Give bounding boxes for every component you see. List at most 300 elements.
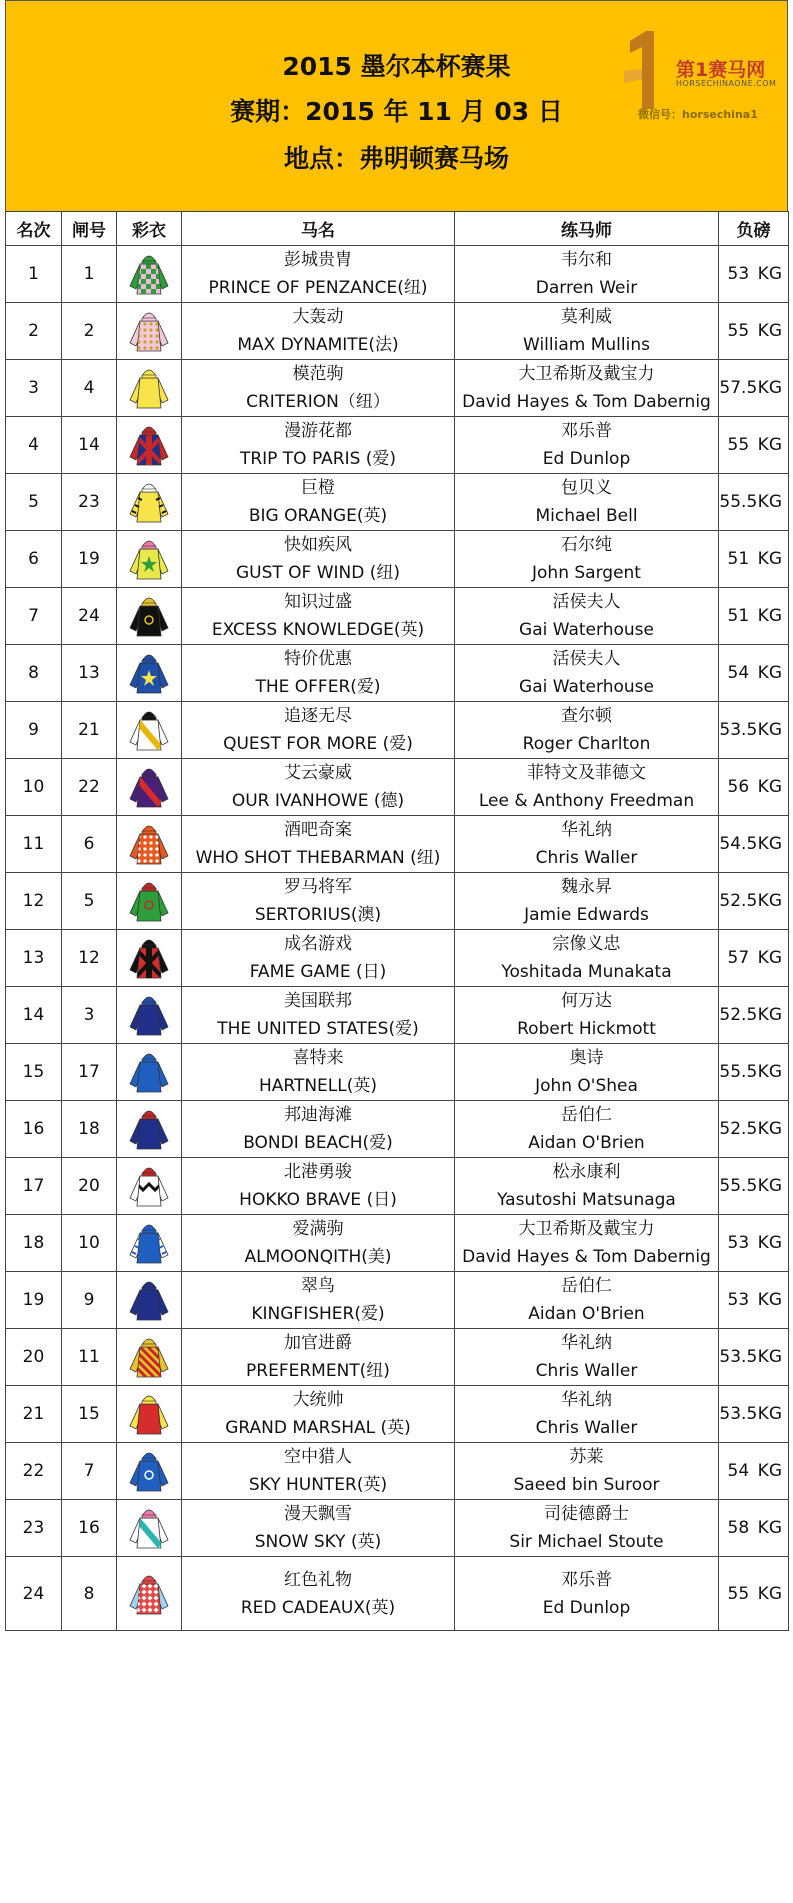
- jockey-silks-icon: [126, 307, 172, 355]
- weight-cell: [719, 1500, 789, 1557]
- barrier-cell: 19: [62, 531, 117, 588]
- weight-unit: KG: [757, 834, 782, 854]
- logo-wechat: 微信号：horsechina1: [638, 108, 758, 121]
- weight-cell: [719, 1272, 789, 1329]
- trainer-cell: [455, 987, 719, 1044]
- weight-cell: [719, 1443, 789, 1500]
- weight-value: 54.5: [719, 834, 758, 854]
- trainer-name-cn: 魏永昇: [561, 877, 612, 897]
- trainer-cell: [455, 1329, 719, 1386]
- trainer-cell: [455, 759, 719, 816]
- jockey-silks-icon: [126, 706, 172, 754]
- horse-name-cn: 漫游花都: [284, 421, 352, 441]
- horse-name-cell: [182, 1101, 455, 1158]
- col-horse: 马名: [182, 212, 455, 246]
- table-row: [6, 645, 789, 702]
- results-sheet: [5, 0, 788, 1899]
- weight-value: 53: [727, 1233, 750, 1253]
- silks-cell: [117, 1101, 182, 1158]
- trainer-name-en: David Hayes & Tom Dabernig: [462, 392, 711, 412]
- silks-cell: [117, 303, 182, 360]
- table-row: [6, 759, 789, 816]
- weight-unit: KG: [757, 435, 782, 455]
- trainer-name-cn: 奥诗: [569, 1048, 604, 1068]
- silks-cell: [117, 759, 182, 816]
- weight-cell: [719, 1044, 789, 1101]
- place-cell: 23: [6, 1500, 62, 1557]
- barrier-cell: 7: [62, 1443, 117, 1500]
- weight-cell: [719, 303, 789, 360]
- table-row: [6, 360, 789, 417]
- weight-cell: [719, 588, 789, 645]
- weight-unit: KG: [757, 606, 782, 626]
- place-cell: 14: [6, 987, 62, 1044]
- table-row: [6, 417, 789, 474]
- table-row: [6, 873, 789, 930]
- weight-unit: KG: [757, 777, 782, 797]
- horse-name-cn: 红色礼物: [284, 1569, 352, 1590]
- horse-name-cn: 邦迪海滩: [284, 1105, 352, 1125]
- col-silks: 彩衣: [117, 212, 182, 246]
- trainer-name-cn: 岳伯仁: [561, 1276, 612, 1296]
- place-cell: 12: [6, 873, 62, 930]
- place-cell: 6: [6, 531, 62, 588]
- weight-value: 56: [727, 777, 750, 797]
- barrier-cell: 12: [62, 930, 117, 987]
- weight-value: 53.5: [719, 1347, 758, 1367]
- trainer-name-en: Darren Weir: [535, 278, 638, 298]
- trainer-name-en: Gai Waterhouse: [519, 620, 654, 640]
- horse-name-cn: 爱满驹: [292, 1219, 344, 1239]
- barrier-cell: 15: [62, 1386, 117, 1443]
- trainer-name-en: Robert Hickmott: [517, 1019, 656, 1039]
- weight-value: 55.5: [719, 1176, 758, 1196]
- weight-unit: KG: [757, 378, 782, 398]
- weight-unit: KG: [757, 1461, 782, 1481]
- silks-cell: [117, 816, 182, 873]
- weight-unit: KG: [757, 1233, 782, 1253]
- trainer-cell: [455, 417, 719, 474]
- horse-name-cn: 彭城贵胄: [284, 250, 352, 270]
- trainer-cell: [455, 816, 719, 873]
- weight-unit: KG: [757, 549, 782, 569]
- horse-name-en: QUEST FOR MORE (爱): [223, 734, 413, 754]
- trainer-cell: [455, 360, 719, 417]
- barrier-cell: 11: [62, 1329, 117, 1386]
- page-title: 2015 墨尔本杯赛果: [282, 52, 511, 81]
- weight-cell: [719, 702, 789, 759]
- jockey-silks-icon: [126, 820, 172, 868]
- trainer-name-cn: 宗像义忠: [552, 934, 621, 954]
- table-row: [6, 987, 789, 1044]
- horse-name-cn: 艾云豪威: [284, 763, 352, 783]
- table-row: [6, 1557, 789, 1631]
- trainer-name-en: Chris Waller: [535, 1361, 638, 1381]
- place-cell: 22: [6, 1443, 62, 1500]
- weight-cell: [719, 1158, 789, 1215]
- barrier-cell: 10: [62, 1215, 117, 1272]
- trainer-name-en: Aidan O'Brien: [528, 1133, 645, 1153]
- trainer-name-cn: 邓乐普: [561, 1569, 612, 1590]
- horse-name-cn: 酒吧奇案: [284, 820, 352, 840]
- horse-name-cell: [182, 360, 455, 417]
- horse-name-en: PRINCE OF PENZANCE(纽): [208, 278, 428, 298]
- jockey-silks-icon: [126, 763, 172, 811]
- horse-name-en: EXCESS KNOWLEDGE(英): [211, 620, 425, 640]
- weight-cell: [719, 816, 789, 873]
- horse-name-en: OUR IVANHOWE (德): [231, 791, 405, 811]
- trainer-name-cn: 华礼纳: [561, 820, 612, 840]
- col-trainer: 练马师: [455, 212, 719, 246]
- trainer-name-cn: 岳伯仁: [561, 1105, 612, 1125]
- barrier-cell: 4: [62, 360, 117, 417]
- barrier-cell: 20: [62, 1158, 117, 1215]
- horse-name-cell: [182, 1215, 455, 1272]
- silks-cell: [117, 873, 182, 930]
- trainer-name-en: John O'Shea: [535, 1076, 638, 1096]
- logo-mark-icon: [624, 31, 662, 109]
- weight-cell: [719, 873, 789, 930]
- weight-value: 54: [727, 663, 750, 683]
- trainer-name-cn: 菲特文及菲德文: [527, 763, 646, 783]
- weight-unit: KG: [757, 891, 782, 911]
- horse-name-en: THE UNITED STATES(爱): [217, 1019, 419, 1039]
- place-cell: 8: [6, 645, 62, 702]
- horse-name-cn: 北港勇骏: [284, 1162, 352, 1182]
- horse-name-en: MAX DYNAMITE(法): [237, 335, 399, 355]
- trainer-name-en: Jamie Edwards: [524, 905, 649, 925]
- place-cell: 18: [6, 1215, 62, 1272]
- table-row: [6, 531, 789, 588]
- barrier-cell: 13: [62, 645, 117, 702]
- trainer-cell: [455, 1272, 719, 1329]
- weight-cell: [719, 474, 789, 531]
- place-cell: 9: [6, 702, 62, 759]
- trainer-name-en: Lee & Anthony Freedman: [478, 791, 695, 811]
- horse-name-cell: [182, 417, 455, 474]
- weight-value: 58: [727, 1518, 750, 1538]
- horse-name-cell: [182, 1044, 455, 1101]
- trainer-name-cn: 何万达: [561, 991, 612, 1011]
- silks-cell: [117, 1215, 182, 1272]
- table-header-row: [6, 212, 789, 246]
- weight-unit: KG: [757, 1062, 782, 1082]
- place-cell: 20: [6, 1329, 62, 1386]
- jockey-silks-icon: [126, 1105, 172, 1153]
- trainer-cell: [455, 645, 719, 702]
- table-row: [6, 702, 789, 759]
- horse-name-en: RED CADEAUX(英): [240, 1597, 396, 1618]
- trainer-cell: [455, 588, 719, 645]
- jockey-silks-icon: [126, 991, 172, 1039]
- jockey-silks-icon: [126, 478, 172, 526]
- jockey-silks-icon: [126, 1276, 172, 1324]
- weight-cell: [719, 1557, 789, 1631]
- weight-cell: [719, 531, 789, 588]
- weight-unit: KG: [757, 948, 782, 968]
- table-row: [6, 1215, 789, 1272]
- silks-cell: [117, 1272, 182, 1329]
- horse-name-en: CRITERION（纽）: [246, 392, 390, 412]
- horse-name-cn: 成名游戏: [284, 934, 352, 954]
- place-cell: 7: [6, 588, 62, 645]
- horse-name-en: HOKKO BRAVE (日): [239, 1190, 397, 1210]
- place-cell: 2: [6, 303, 62, 360]
- weight-value: 52.5: [719, 1005, 758, 1025]
- table-row: [6, 816, 789, 873]
- weight-cell: [719, 759, 789, 816]
- col-barrier: 闸号: [62, 212, 117, 246]
- trainer-cell: [455, 1158, 719, 1215]
- horse-name-en: BIG ORANGE(英): [248, 506, 388, 526]
- horse-name-cell: [182, 1329, 455, 1386]
- results-table: [5, 211, 789, 1631]
- weight-unit: KG: [757, 1404, 782, 1424]
- trainer-name-cn: 松永康利: [552, 1162, 621, 1182]
- place-cell: 5: [6, 474, 62, 531]
- trainer-name-en: William Mullins: [523, 335, 650, 355]
- weight-unit: KG: [757, 1347, 782, 1367]
- horse-name-en: SERTORIUS(澳): [254, 905, 382, 925]
- weight-value: 53.5: [719, 1404, 758, 1424]
- weight-cell: [719, 1101, 789, 1158]
- barrier-cell: 14: [62, 417, 117, 474]
- jockey-silks-icon: [126, 1162, 172, 1210]
- place-cell: 16: [6, 1101, 62, 1158]
- weight-value: 52.5: [719, 1119, 758, 1139]
- weight-unit: KG: [757, 1583, 782, 1604]
- horse-name-cell: [182, 531, 455, 588]
- silks-cell: [117, 1386, 182, 1443]
- barrier-cell: 24: [62, 588, 117, 645]
- horse-name-cell: [182, 930, 455, 987]
- horse-name-cn: 知识过盛: [284, 592, 352, 612]
- site-logo: [586, 31, 777, 121]
- weight-value: 53: [727, 264, 750, 284]
- horse-name-cn: 大统帅: [292, 1390, 344, 1410]
- trainer-name-en: Chris Waller: [535, 1418, 638, 1438]
- barrier-cell: 3: [62, 987, 117, 1044]
- place-cell: 13: [6, 930, 62, 987]
- table-row: [6, 303, 789, 360]
- jockey-silks-icon: [126, 535, 172, 583]
- jockey-silks-icon: [126, 877, 172, 925]
- weight-cell: [719, 645, 789, 702]
- table-row: [6, 474, 789, 531]
- horse-name-cn: 喜特来: [292, 1048, 344, 1068]
- weight-cell: [719, 246, 789, 303]
- weight-unit: KG: [757, 663, 782, 683]
- horse-name-cell: [182, 873, 455, 930]
- trainer-name-cn: 大卫希斯及戴宝力: [518, 1219, 655, 1239]
- jockey-silks-icon: [126, 364, 172, 412]
- weight-unit: KG: [757, 1119, 782, 1139]
- weight-value: 52.5: [719, 891, 758, 911]
- horse-name-cn: 美国联邦: [284, 991, 352, 1011]
- jockey-silks-icon: [126, 1447, 172, 1495]
- jockey-silks-icon: [126, 649, 172, 697]
- horse-name-cell: [182, 474, 455, 531]
- horse-name-cell: [182, 588, 455, 645]
- horse-name-cell: [182, 645, 455, 702]
- horse-name-en: GUST OF WIND (纽): [235, 563, 401, 583]
- horse-name-cell: [182, 1557, 455, 1631]
- table-row: [6, 1101, 789, 1158]
- weight-cell: [719, 417, 789, 474]
- jockey-silks-icon: [126, 1504, 172, 1552]
- horse-name-cell: [182, 1500, 455, 1557]
- trainer-name-cn: 华礼纳: [561, 1333, 612, 1353]
- place-cell: 1: [6, 246, 62, 303]
- barrier-cell: 18: [62, 1101, 117, 1158]
- trainer-name-en: John Sargent: [532, 563, 641, 583]
- trainer-cell: [455, 1215, 719, 1272]
- silks-cell: [117, 702, 182, 759]
- barrier-cell: 6: [62, 816, 117, 873]
- weight-cell: [719, 930, 789, 987]
- weight-cell: [719, 1386, 789, 1443]
- table-row: [6, 1329, 789, 1386]
- table-row: [6, 1500, 789, 1557]
- jockey-silks-icon: [126, 1333, 172, 1381]
- horse-name-cell: [182, 987, 455, 1044]
- barrier-cell: 2: [62, 303, 117, 360]
- horse-name-cell: [182, 246, 455, 303]
- horse-name-en: KINGFISHER(爱): [251, 1304, 385, 1324]
- trainer-cell: [455, 1557, 719, 1631]
- trainer-name-en: Chris Waller: [535, 848, 638, 868]
- trainer-name-en: Yoshitada Munakata: [501, 962, 672, 982]
- horse-name-cn: 漫天飘雪: [284, 1504, 352, 1524]
- table-row: [6, 1443, 789, 1500]
- weight-value: 55.5: [719, 1062, 758, 1082]
- barrier-cell: 9: [62, 1272, 117, 1329]
- horse-name-cn: 特价优惠: [284, 649, 352, 669]
- weight-value: 55: [727, 435, 750, 455]
- weight-value: 55.5: [719, 492, 758, 512]
- horse-name-cn: 大轰动: [292, 307, 344, 327]
- jockey-silks-icon: [126, 1219, 172, 1267]
- trainer-name-cn: 活侯夫人: [552, 649, 621, 669]
- title-banner: [5, 0, 788, 212]
- silks-cell: [117, 246, 182, 303]
- silks-cell: [117, 1158, 182, 1215]
- table-row: [6, 246, 789, 303]
- horse-name-cn: 空中猎人: [284, 1447, 352, 1467]
- barrier-cell: 17: [62, 1044, 117, 1101]
- trainer-cell: [455, 531, 719, 588]
- weight-unit: KG: [757, 264, 782, 284]
- horse-name-cn: 罗马将军: [284, 877, 352, 897]
- horse-name-cn: 巨橙: [301, 478, 335, 498]
- race-date: 赛期：2015 年 11 月 03 日: [230, 97, 563, 126]
- trainer-cell: [455, 246, 719, 303]
- trainer-name-cn: 查尔顿: [561, 706, 612, 726]
- table-row: [6, 1158, 789, 1215]
- weight-value: 54: [727, 1461, 750, 1481]
- col-place: 名次: [6, 212, 62, 246]
- barrier-cell: 23: [62, 474, 117, 531]
- weight-unit: KG: [757, 1176, 782, 1196]
- table-row: [6, 588, 789, 645]
- weight-value: 57: [727, 948, 750, 968]
- silks-cell: [117, 360, 182, 417]
- horse-name-cn: 追逐无尽: [284, 706, 352, 726]
- weight-value: 53.5: [719, 720, 758, 740]
- trainer-name-cn: 石尔纯: [561, 535, 612, 555]
- silks-cell: [117, 1044, 182, 1101]
- trainer-cell: [455, 1044, 719, 1101]
- place-cell: 3: [6, 360, 62, 417]
- silks-cell: [117, 1557, 182, 1631]
- weight-value: 57.5: [719, 378, 758, 398]
- jockey-silks-icon: [126, 1390, 172, 1438]
- weight-value: 51: [727, 549, 750, 569]
- horse-name-en: BONDI BEACH(爱): [243, 1133, 393, 1153]
- horse-name-en: FAME GAME (日): [249, 962, 387, 982]
- jockey-silks-icon: [126, 592, 172, 640]
- horse-name-en: WHO SHOT THEBARMAN (纽): [195, 848, 441, 868]
- weight-value: 53: [727, 1290, 750, 1310]
- silks-cell: [117, 588, 182, 645]
- weight-unit: KG: [757, 492, 782, 512]
- table-row: [6, 1272, 789, 1329]
- trainer-cell: [455, 474, 719, 531]
- weight-unit: KG: [757, 720, 782, 740]
- trainer-name-en: Yasutoshi Matsunaga: [497, 1190, 676, 1210]
- trainer-cell: [455, 1500, 719, 1557]
- horse-name-cell: [182, 1158, 455, 1215]
- place-cell: 21: [6, 1386, 62, 1443]
- horse-name-en: PREFERMENT(纽): [246, 1361, 390, 1381]
- horse-name-en: ALMOONQITH(美): [244, 1247, 392, 1267]
- horse-name-cn: 快如疾风: [284, 535, 352, 555]
- trainer-cell: [455, 702, 719, 759]
- trainer-cell: [455, 1386, 719, 1443]
- place-cell: 11: [6, 816, 62, 873]
- logo-url: HORSECHINAONE.COM: [676, 79, 777, 88]
- trainer-name-en: Ed Dunlop: [542, 449, 631, 469]
- trainer-name-cn: 司徒德爵士: [544, 1504, 629, 1524]
- place-cell: 15: [6, 1044, 62, 1101]
- horse-name-cell: [182, 1386, 455, 1443]
- trainer-cell: [455, 930, 719, 987]
- jockey-silks-icon: [126, 1048, 172, 1096]
- barrier-cell: 8: [62, 1557, 117, 1631]
- trainer-cell: [455, 1101, 719, 1158]
- trainer-name-en: Roger Charlton: [522, 734, 651, 754]
- horse-name-en: HARTNELL(英): [258, 1076, 378, 1096]
- trainer-name-cn: 华礼纳: [561, 1390, 612, 1410]
- horse-name-en: SNOW SKY (英): [254, 1532, 382, 1552]
- trainer-cell: [455, 873, 719, 930]
- weight-unit: KG: [757, 1005, 782, 1025]
- trainer-name-en: Saeed bin Suroor: [513, 1475, 660, 1495]
- horse-name-cn: 加官进爵: [284, 1333, 352, 1353]
- silks-cell: [117, 531, 182, 588]
- jockey-silks-icon: [126, 421, 172, 469]
- horse-name-cn: 模范驹: [292, 364, 344, 384]
- horse-name-en: GRAND MARSHAL (英): [225, 1418, 411, 1438]
- silks-cell: [117, 417, 182, 474]
- trainer-name-cn: 包贝义: [561, 478, 612, 498]
- barrier-cell: 1: [62, 246, 117, 303]
- place-cell: 19: [6, 1272, 62, 1329]
- trainer-cell: [455, 1443, 719, 1500]
- trainer-name-en: David Hayes & Tom Dabernig: [462, 1247, 711, 1267]
- place-cell: 17: [6, 1158, 62, 1215]
- trainer-name-en: Michael Bell: [535, 506, 638, 526]
